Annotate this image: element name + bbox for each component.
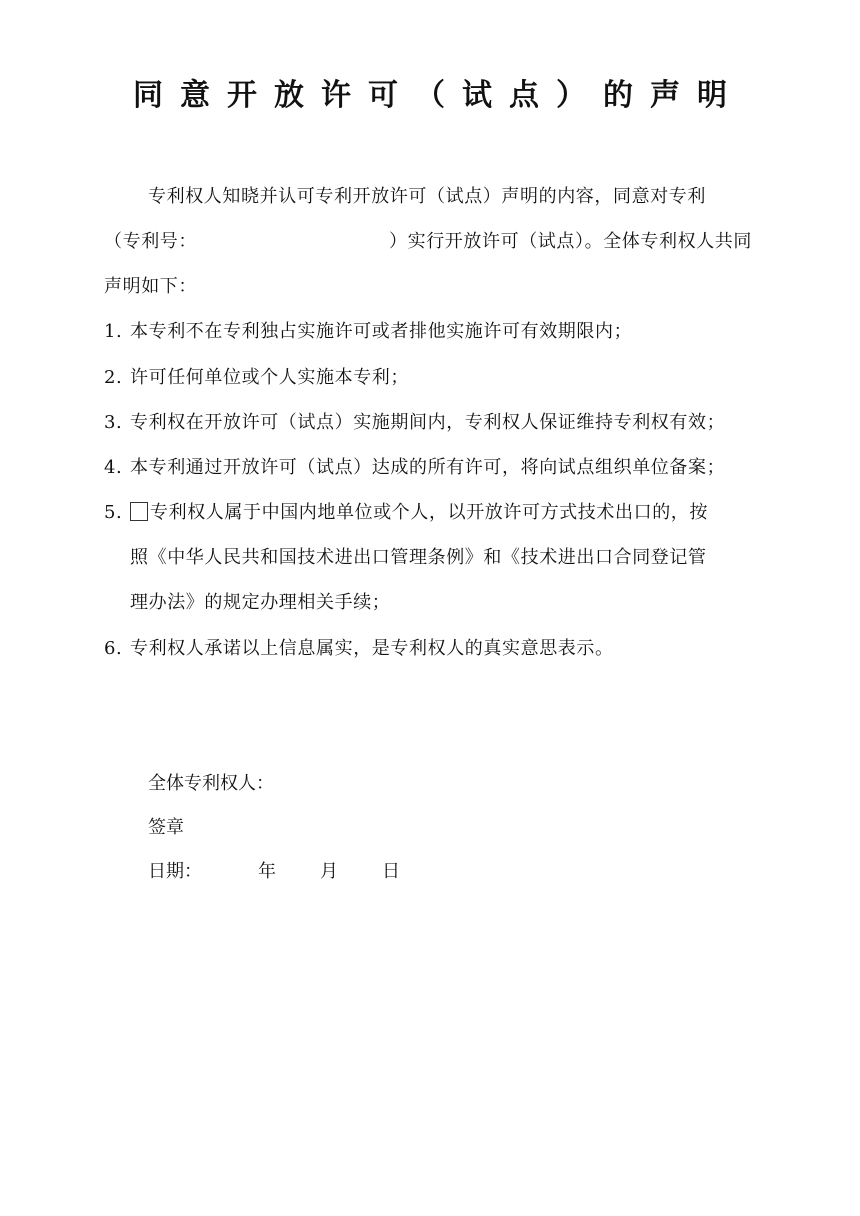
intro-line-2-end: ）实行开放许可（试点）。全体专利权人共同 [389, 231, 752, 252]
year-label: 年 [258, 861, 276, 882]
title-char: 意 [180, 78, 210, 113]
patent-number-label: （专利号： [104, 231, 197, 252]
item-text: 本专利通过开放许可（试点）达成的所有许可，将向试点组织单位备案； [130, 457, 726, 478]
item-text: 专利权人承诺以上信息属实，是专利权人的真实意思表示。 [130, 638, 614, 659]
seal-label: 签章 [148, 817, 184, 838]
date-label: 日期： [148, 861, 202, 882]
item-text: 本专利不在专利独占实施许可或者排他实施许可有效期限内； [130, 321, 633, 342]
item-text: 专利权人属于中国内地单位或个人，以开放许可方式技术出口的，按 [150, 502, 708, 523]
list-item [104, 455, 804, 481]
date-line [148, 859, 400, 885]
item-text: 专利权在开放许可（试点）实施期间内，专利权人保证维持专利权有效； [130, 412, 726, 433]
title-char: 可 [368, 78, 398, 113]
title-char: ） [556, 78, 586, 113]
item-number: 2. [104, 367, 123, 388]
item-number: 3. [104, 412, 123, 433]
title-char: 同 [133, 78, 163, 113]
title-char: 点 [509, 78, 539, 113]
title-char: 试 [462, 78, 492, 113]
day-label: 日 [382, 861, 400, 882]
title-char: （ [415, 78, 445, 113]
intro-line-2 [104, 229, 804, 255]
item-number: 1. [104, 321, 123, 342]
item-text: 许可任何单位或个人实施本专利； [130, 367, 409, 388]
list-item [104, 500, 804, 526]
list-item [104, 365, 804, 391]
list-item-continuation: 照《中华人民共和国技术进出口管理条例》和《技术进出口合同登记管 [130, 547, 707, 568]
title-char: 放 [274, 78, 304, 113]
list-item [104, 319, 804, 345]
title-char: 许 [321, 78, 351, 113]
list-item [104, 636, 804, 662]
item-number: 5. [104, 502, 123, 523]
export-checkbox[interactable] [130, 502, 148, 521]
intro-line-1: 专利权人知晓并认可专利开放许可（试点）声明的内容，同意对专利 [148, 186, 706, 207]
list-item-continuation: 理办法》的规定办理相关手续； [130, 592, 391, 613]
title-char: 声 [650, 78, 680, 113]
title-char: 开 [227, 78, 257, 113]
patent-holders-label: 全体专利权人： [148, 773, 274, 794]
page-title [0, 72, 860, 120]
intro-line-3: 声明如下： [104, 276, 197, 297]
title-char: 明 [697, 78, 727, 113]
list-item [104, 410, 804, 436]
item-number: 4. [104, 457, 123, 478]
month-label: 月 [320, 861, 338, 882]
item-number: 6. [104, 638, 123, 659]
title-char: 的 [603, 78, 633, 113]
